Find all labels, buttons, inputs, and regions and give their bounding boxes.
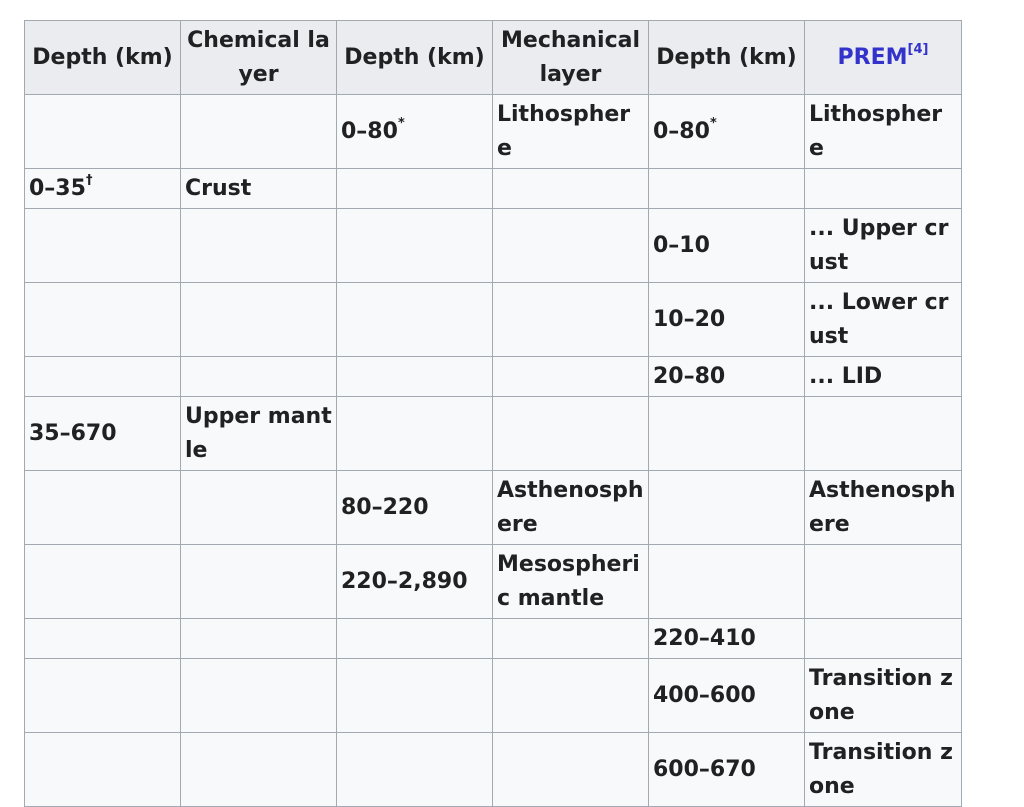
earth-layers-table-container [24,20,962,807]
cell-text: Mesospheric mantle [497,551,640,611]
table-cell [493,659,649,733]
table-cell [25,619,181,659]
table-cell [25,733,181,807]
table-cell [493,95,649,169]
table-cell [337,659,493,733]
column-header-1 [25,21,181,95]
table-row [25,471,962,545]
table-cell [805,209,962,283]
cell-text: 220–2,890 [341,568,468,594]
table-cell [181,283,337,357]
table-cell [181,471,337,545]
cell-text: 0–35 [29,175,86,201]
table-cell [337,283,493,357]
column-header-label: PREM [837,44,908,70]
cell-text: ... Lower crust [809,289,949,349]
table-cell [181,659,337,733]
table-cell [337,397,493,471]
cell-text: 20–80 [653,363,726,389]
footnote-marker: * [709,116,717,132]
table-cell [25,95,181,169]
table-cell [181,733,337,807]
footnote-marker: * [397,116,405,132]
column-header-2 [181,21,337,95]
table-cell [805,397,962,471]
table-cell [181,209,337,283]
cell-text: ... LID [809,363,883,389]
cell-text: 0–80 [653,118,710,144]
table-row [25,733,962,807]
table-cell [337,357,493,397]
table-cell [25,357,181,397]
table-cell [25,169,181,209]
table-cell [493,733,649,807]
table-cell [25,397,181,471]
table-cell [649,659,805,733]
table-cell [805,659,962,733]
table-row [25,659,962,733]
table-row [25,209,962,283]
table-cell [649,733,805,807]
table-cell [337,471,493,545]
cell-text: 0–80 [341,118,398,144]
cell-text: Lithosphere [809,101,943,161]
cell-text: Lithosphere [497,101,631,161]
table-cell [25,659,181,733]
column-header-label: Mechanical layer [501,27,640,87]
table-cell [337,545,493,619]
column-header-4 [493,21,649,95]
table-row [25,283,962,357]
table-header-row [25,21,962,95]
table-cell [805,733,962,807]
table-cell [805,545,962,619]
table-row [25,397,962,471]
table-cell [181,545,337,619]
table-cell [337,209,493,283]
table-cell [805,283,962,357]
table-cell [181,619,337,659]
table-cell [649,619,805,659]
table-cell [25,209,181,283]
column-header-label: Depth (km) [32,44,173,70]
table-cell [649,471,805,545]
table-cell [493,471,649,545]
table-row [25,545,962,619]
table-cell [25,471,181,545]
cell-text: 0–10 [653,232,710,258]
table-cell [649,357,805,397]
table-cell [805,619,962,659]
table-cell [805,95,962,169]
cell-text: Asthenosphere [497,477,644,537]
table-cell [493,209,649,283]
table-cell [337,169,493,209]
column-header-label: Depth (km) [656,44,797,70]
column-header-3 [337,21,493,95]
cell-text: Crust [185,175,252,201]
cell-text: Transition zone [809,739,953,799]
cell-text: 220–410 [653,625,756,651]
table-cell [181,357,337,397]
table-row [25,357,962,397]
cell-text: Asthenosphere [809,477,956,537]
cell-text: 600–670 [653,756,756,782]
cell-text: 80–220 [341,494,429,520]
column-header-label: Depth (km) [344,44,485,70]
table-cell [649,209,805,283]
cell-text: ... Upper crust [809,215,949,275]
table-cell [649,95,805,169]
table-cell [181,169,337,209]
table-cell [337,733,493,807]
table-body [25,95,962,807]
footnote-marker: † [85,173,93,189]
table-cell [649,169,805,209]
table-cell [25,545,181,619]
table-cell [181,397,337,471]
table-cell [493,169,649,209]
table-cell [805,471,962,545]
table-cell [805,357,962,397]
column-header-6[interactable] [805,21,962,95]
earth-layers-table [24,20,962,807]
table-cell [337,619,493,659]
column-header-5 [649,21,805,95]
table-cell [649,397,805,471]
cell-text: 35–670 [29,420,117,446]
cell-text: Upper mantle [185,403,332,463]
table-row [25,169,962,209]
column-header-label: Chemical layer [187,27,330,87]
table-row [25,95,962,169]
table-row [25,619,962,659]
table-cell [25,283,181,357]
reference-superscript[interactable]: [4] [907,42,929,58]
table-cell [337,95,493,169]
cell-text: 400–600 [653,682,756,708]
table-cell [805,169,962,209]
table-cell [493,357,649,397]
table-cell [493,619,649,659]
table-cell [493,397,649,471]
table-cell [649,283,805,357]
cell-text: Transition zone [809,665,953,725]
table-cell [649,545,805,619]
cell-text: 10–20 [653,306,726,332]
table-cell [181,95,337,169]
table-cell [493,545,649,619]
table-cell [493,283,649,357]
